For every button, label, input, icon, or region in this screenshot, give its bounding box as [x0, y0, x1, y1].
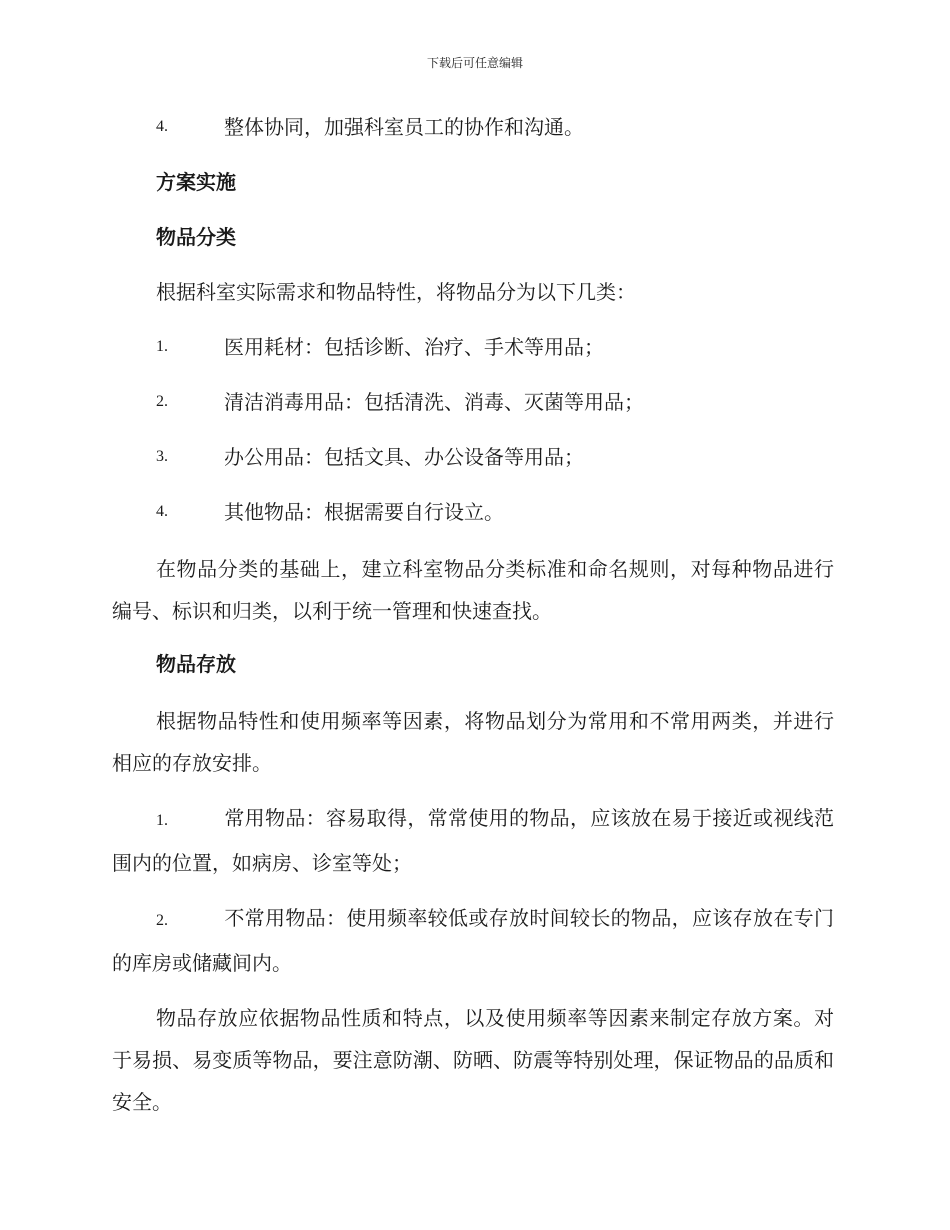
- page-header: 下载后可任意编辑: [426, 56, 523, 70]
- list-number: 3.: [156, 448, 168, 465]
- list-item: [112, 797, 834, 884]
- list-text: 其他物品：根据需要自行设立。: [224, 500, 504, 524]
- paragraph-classify-rule: 在物品分类的基础上，建立科室物品分类标准和命名规则，对每种物品进行编号、标识和归类，以利于统一管理和快速查找。: [112, 557, 834, 623]
- list-number: 2.: [156, 912, 168, 929]
- list-text: 清洁消毒用品：包括清洗、消毒、灭菌等用品；: [224, 390, 644, 414]
- list-number: 4.: [156, 503, 168, 520]
- list-item: [112, 383, 834, 438]
- paragraph-storage-intro: 根据物品特性和使用频率等因素，将物品划分为常用和不常用两类，并进行相应的存放安排。: [112, 709, 834, 775]
- list-item: [112, 328, 834, 383]
- list-number: 1.: [156, 812, 168, 829]
- paragraph-classify-intro: 根据科室实际需求和物品特性，将物品分为以下几类：: [156, 280, 636, 304]
- list-text: 常用物品：容易取得，常常使用的物品，应该放在易于接近或视线范围内的位置，如病房、诊室等处；: [112, 806, 834, 875]
- list-item: [112, 108, 834, 163]
- document-body: [112, 108, 834, 1136]
- section-heading-storage: 物品存放: [156, 652, 236, 676]
- list-text: 整体协同，加强科室员工的协作和沟通。: [224, 115, 584, 139]
- section-heading-classify: 物品分类: [156, 225, 236, 249]
- list-item: [112, 493, 834, 548]
- list-number: 2.: [156, 393, 168, 410]
- list-number: 1.: [156, 338, 168, 355]
- list-text: 不常用物品：使用频率较低或存放时间较长的物品，应该存放在专门的库房或储藏间内。: [112, 906, 834, 975]
- list-number: 4.: [156, 118, 168, 135]
- paragraph-storage-rule: 物品存放应依据物品性质和特点，以及使用频率等因素来制定存放方案。对于易损、易变质等物品，要注意防潮、防晒、防震等特别处理，保证物品的品质和安全。: [112, 1006, 834, 1114]
- list-item: [112, 438, 834, 493]
- list-item: [112, 897, 834, 984]
- section-heading-plan: 方案实施: [156, 170, 236, 194]
- list-text: 医用耗材：包括诊断、治疗、手术等用品；: [224, 335, 604, 359]
- list-text: 办公用品：包括文具、办公设备等用品；: [224, 445, 584, 469]
